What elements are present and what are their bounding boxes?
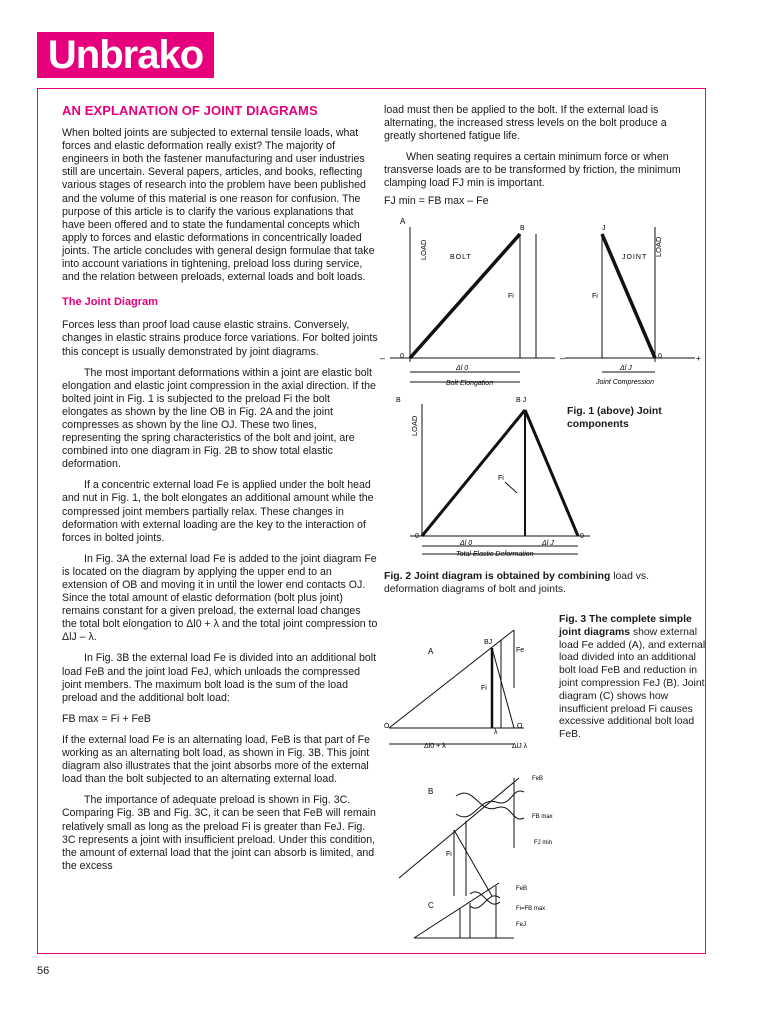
fig1-fi: Fi bbox=[508, 293, 514, 300]
right-column bbox=[384, 104, 694, 216]
fig1-caption: Fig. 1 (above) Joint components bbox=[567, 406, 662, 430]
fig3-label-c: C bbox=[428, 901, 434, 910]
fig1-bolt-elongation: Bolt Elongation bbox=[446, 380, 494, 387]
fig1-label-j: J bbox=[602, 225, 606, 232]
fig3-label-b: B bbox=[428, 787, 434, 796]
fig1-minus: – bbox=[560, 353, 566, 363]
fig3-fi: Fi bbox=[446, 851, 452, 858]
fig3-dl0l: Δl0 + λ bbox=[424, 743, 446, 750]
paragraph: load must then be applied to the bolt. If the external load is alternating, the increased stress levels on the bolt produce a greatly shortened fatigue life. bbox=[384, 104, 667, 143]
fig1-label-b: B bbox=[520, 225, 525, 232]
paragraph: In Fig. 3B the external load Fe is divided into an additional bolt load FeB and the joint load FeJ, which unloads the compressed joint members. The maximum bolt load is the sum of the load preload and the additional bolt load: bbox=[62, 652, 377, 704]
paragraph: When seating requires a certain minimum force or when transverse loads are to be transformed by friction, the minimum clamping load FJ min is important. bbox=[384, 151, 681, 190]
paragraph: If a concentric external load Fe is applied under the bolt head and nut in Fig. 1, the bolt elongates an additional amount while the compressed joint members partially relax. These changes in deformation with external loading are the key to the interaction of forces in bolted joints. bbox=[62, 479, 374, 544]
fig1-origin: 0 bbox=[658, 353, 662, 360]
equation: FJ min = FB max – Fe bbox=[384, 194, 489, 207]
fig1-label-a: A bbox=[400, 217, 406, 226]
fig1-origin: 0 bbox=[400, 353, 404, 360]
fig3-feb: FeB bbox=[516, 886, 528, 892]
fig3-dljl: ΔlJ λ bbox=[512, 743, 528, 750]
fig1-load-label: LOAD bbox=[419, 239, 428, 260]
fig2-dl0: Δl 0 bbox=[460, 540, 473, 547]
fig3-label-a: A bbox=[428, 647, 434, 656]
figure-3 bbox=[384, 608, 564, 953]
fig1-joint-label: JOINT bbox=[622, 254, 648, 261]
paragraph: When bolted joints are subjected to external tensile loads, what forces and elastic deformation really exist? The majority of engineers in both the fastener manufacturing and user industries still are uncertain. Several papers, articles, and books, reflecting various stages of research into the problem have been published and the volume of this material is one reason for confusion. The purpose of this article is to clarify the various explanations that have been offered and to state the fundamental concepts which apply to forces and elastic deformations in concentrically loaded joints. The article concludes with general design formulae that take into account variations in tightening, preload loss during service, and the relation between preloads, external loads and bolt loads. bbox=[62, 127, 375, 284]
fig3-caption: Fig. 3 The complete simple joint diagrams show external load Fe added (A), and external load divided into an additional bolt load FeB and reduction in joint compression FeJ (B). Joint diagram (C) shows how insufficient preload Fi causes excessive additional bolt load FeB. bbox=[559, 614, 706, 741]
fig2-dlj: Δl J bbox=[542, 540, 554, 547]
paragraph: In Fig. 3A the external load Fe is added to the joint diagram Fe is located on the diagram by applying the upper end to an extension of OB and moving it in until the lower end contacts OJ. Since the total amount of elastic deformation (bolt plus joint) remains constant for a given preload, the external load changes the total bolt elongation to Δl0 + λ and the total joint compression to ΔlJ – λ. bbox=[62, 552, 378, 644]
fig3-origin: O bbox=[384, 723, 390, 730]
fig1-dl0: Δl 0 bbox=[456, 365, 469, 372]
fig1-dlj: Δl J bbox=[620, 365, 632, 372]
fig3-bj: BJ bbox=[484, 639, 493, 646]
figure-2 bbox=[390, 390, 600, 570]
paragraph: Forces less than proof load cause elastic strains. Conversely, changes in elastic strains produce force variations. For bolted joints this concept is usually demonstrated by joint diagrams. bbox=[62, 319, 378, 358]
fig3-feb: FeB bbox=[532, 776, 544, 782]
fig2-label-bj: B J bbox=[516, 397, 527, 404]
fig3-lambda: λ bbox=[494, 729, 498, 736]
brand-logo: Unbrako bbox=[37, 32, 214, 78]
fig2-total: Total Elastic Deformation bbox=[456, 551, 534, 558]
fig3-fej: FeJ bbox=[516, 922, 527, 928]
fig3-fi: Fi bbox=[481, 685, 487, 692]
fig2-origin: 0 bbox=[415, 533, 419, 540]
section-heading: The Joint Diagram bbox=[62, 296, 158, 309]
fig2-origin: 0 bbox=[580, 533, 584, 540]
page-number: 56 bbox=[37, 965, 50, 977]
fig3-origin: O bbox=[517, 723, 523, 730]
fig1-joint-compression: Joint Compression bbox=[596, 379, 654, 386]
fig3-fe: Fe bbox=[516, 647, 525, 654]
fig1-fi: Fi bbox=[592, 293, 598, 300]
fig2-load-label: LOAD bbox=[410, 415, 419, 436]
fig3-fifbmax: Fi=FB max bbox=[516, 906, 546, 912]
fig2-fi: Fi bbox=[498, 475, 504, 482]
paragraph: If the external load Fe is an alternating load, FeB is that part of Fe working as an alternating bolt load, as shown in Fig. 3B. This joint diagram also illustrates that the joint absorbs more of the external load than the bolt subjected to an alternating external load. bbox=[62, 733, 370, 786]
paragraph: The most important deformations within a joint are elastic bolt elongation and elastic joint compression in the axial direction. If the bolted joint in Fig. 1 is subjected to the preload Fi the bolt elongates as shown by the line OB in Fig. 2A and the joint compresses as shown by the line OJ. These two lines, representing the spring characteristics of the bolt and joint, are combined into one diagram in Fig. 2B to show total elastic deformation. bbox=[62, 366, 376, 471]
fig1-plus: + bbox=[696, 354, 701, 363]
paragraph: The importance of adequate preload is shown in Fig. 3C. Comparing Fig. 3B and Fig. 3C, it can be seen that FeB will remain relatively small as long as the preload Fi is greater than FeJ. Fig. 3C represents a joint with insufficient preload. Under this condition, the amount of external load that the joint can absorb is limited, and the excess bbox=[62, 794, 376, 872]
fig2-caption: Fig. 2 Joint diagram is obtained by combining load vs. deformation diagrams of bolt and joints. bbox=[384, 571, 650, 595]
fig3-fjmin: FJ min bbox=[534, 840, 552, 846]
fig2-label-b: B bbox=[396, 397, 401, 404]
left-column bbox=[62, 104, 378, 881]
equation: FB max = Fi + FeB bbox=[62, 712, 151, 725]
fig1-bolt-label: BOLT bbox=[450, 254, 472, 261]
fig1-load-label: LOAD bbox=[654, 236, 663, 257]
fig3-fbmax: FB max bbox=[532, 814, 553, 820]
fig1-minus: – bbox=[380, 353, 386, 363]
article-heading: AN EXPLANATION OF JOINT DIAGRAMS bbox=[62, 103, 318, 118]
figure-1 bbox=[370, 212, 710, 402]
